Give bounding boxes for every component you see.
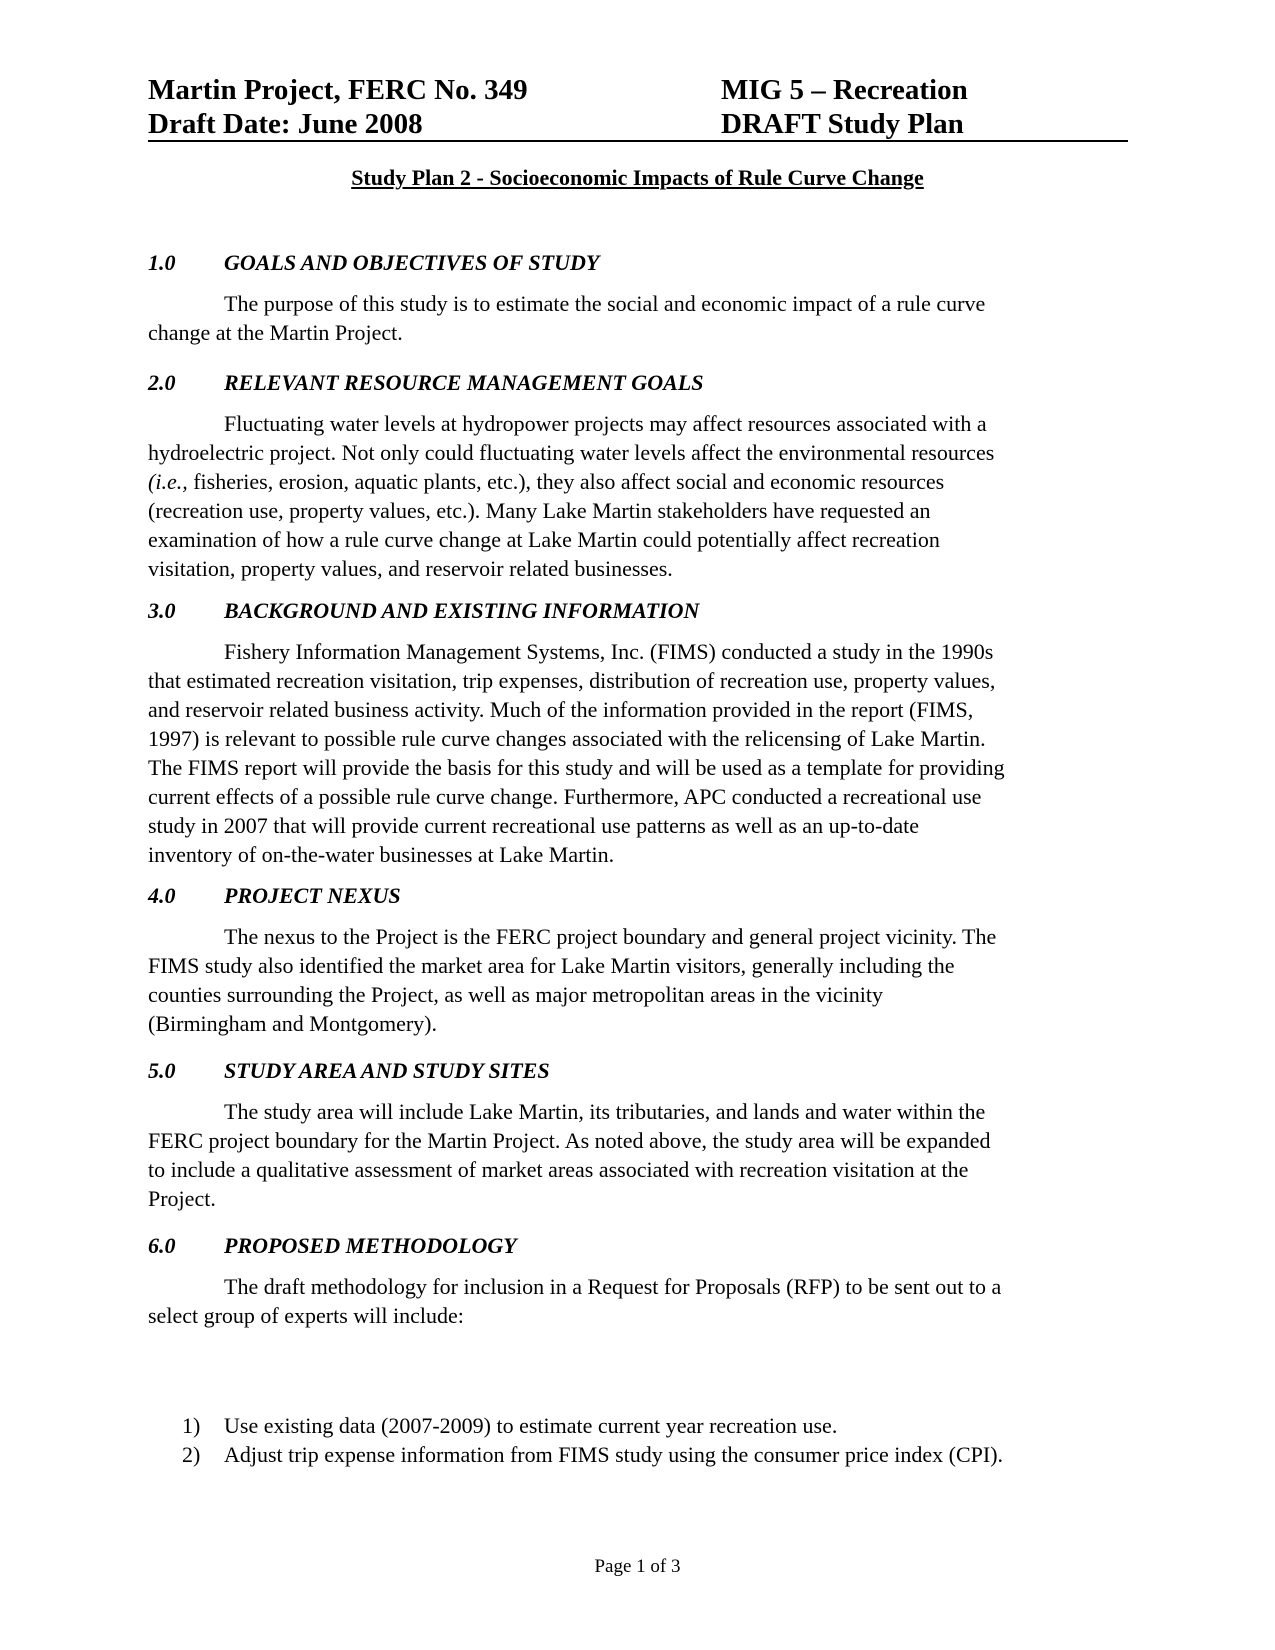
- text-line: Project.: [148, 1186, 216, 1211]
- text-line: that estimated recreation visitation, trip expenses, distribution of recreation use, property values,: [148, 668, 996, 693]
- text-line: to include a qualitative assessment of market areas associated with recreation visitation at the: [148, 1157, 969, 1182]
- text-line: examination of how a rule curve change at Lake Martin could potentially affect recreation: [148, 527, 940, 552]
- text-line: Fluctuating water levels at hydropower projects may affect resources associated with a: [224, 411, 987, 436]
- text-line: current effects of a possible rule curve change. Furthermore, APC conducted a recreational use: [148, 784, 982, 809]
- section-number: 3.0: [148, 598, 176, 623]
- section-body-5: [148, 1097, 1128, 1213]
- header-draft-date: Draft Date: June 2008: [148, 108, 423, 140]
- section-number: 6.0: [148, 1233, 176, 1258]
- text-line: 1997) is relevant to possible rule curve changes associated with the relicensing of Lake Martin.: [148, 726, 986, 751]
- text-line: The nexus to the Project is the FERC project boundary and general project vicinity. The: [224, 924, 997, 949]
- header-doc-type: DRAFT Study Plan: [721, 108, 964, 140]
- list-marker: 1): [182, 1413, 201, 1438]
- text-line: and reservoir related business activity. Much of the information provided in the report (FIMS,: [148, 697, 974, 722]
- section-title: STUDY AREA AND STUDY SITES: [224, 1058, 550, 1083]
- text-line: The study area will include Lake Martin, its tributaries, and lands and water within the: [224, 1099, 986, 1124]
- text-line: FERC project boundary for the Martin Project. As noted above, the study area will be expanded: [148, 1128, 991, 1153]
- section-heading-2: [148, 370, 703, 396]
- section-title: BACKGROUND AND EXISTING INFORMATION: [224, 598, 700, 623]
- section-number: 4.0: [148, 883, 176, 908]
- header-mig: MIG 5 – Recreation: [721, 74, 968, 106]
- methodology-list: [182, 1411, 1003, 1469]
- section-title: RELEVANT RESOURCE MANAGEMENT GOALS: [224, 370, 704, 395]
- section-number: 2.0: [148, 370, 176, 395]
- text-line: The draft methodology for inclusion in a Request for Proposals (RFP) to be sent out to a: [224, 1274, 1002, 1299]
- list-text: Use existing data (2007-2009) to estimate current year recreation use.: [224, 1413, 838, 1438]
- section-heading-4: [148, 883, 401, 909]
- section-heading-3: [148, 598, 699, 624]
- section-title: PROJECT NEXUS: [224, 883, 401, 908]
- text-line: Fishery Information Management Systems, Inc. (FIMS) conducted a study in the 1990s: [224, 639, 994, 664]
- text-line: hydroelectric project. Not only could fluctuating water levels affect the environmental resources: [148, 440, 995, 465]
- text-line: select group of experts will include:: [148, 1303, 464, 1328]
- text-line: study in 2007 that will provide current recreational use patterns as well as an up-to-date: [148, 813, 919, 838]
- section-body-2: [148, 409, 1128, 583]
- list-item: [182, 1411, 1003, 1440]
- section-heading-6: [148, 1233, 517, 1259]
- section-body-1: [148, 289, 1128, 347]
- text-line: The purpose of this study is to estimate the social and economic impact of a rule curve: [224, 291, 986, 316]
- section-heading-5: [148, 1058, 550, 1084]
- text-fragment: fisheries, erosion, aquatic plants, etc.), they also affect social and economic resources: [193, 469, 945, 494]
- text-line: The FIMS report will provide the basis for this study and will be used as a template for providing: [148, 755, 1005, 780]
- page-number: Page 1 of 3: [594, 1556, 681, 1577]
- text-line: [148, 467, 1128, 496]
- section-body-4: [148, 922, 1128, 1038]
- header-project: Martin Project, FERC No. 349: [148, 74, 528, 106]
- text-line: (recreation use, property values, etc.). Many Lake Martin stakeholders have requested an: [148, 498, 931, 523]
- section-body-6: [148, 1272, 1128, 1330]
- page-header: [148, 70, 1128, 142]
- text-line: inventory of on-the-water businesses at Lake Martin.: [148, 842, 615, 867]
- section-title: GOALS AND OBJECTIVES OF STUDY: [224, 250, 600, 275]
- section-heading-1: [148, 250, 599, 276]
- text-line: FIMS study also identified the market area for Lake Martin visitors, generally including the: [148, 953, 955, 978]
- text-line: visitation, property values, and reservoir related businesses.: [148, 556, 673, 581]
- list-text: Adjust trip expense information from FIMS study using the consumer price index (CPI).: [224, 1442, 1004, 1467]
- document-title: Study Plan 2 - Socioeconomic Impacts of Rule Curve Change: [351, 165, 924, 190]
- section-body-3: [148, 637, 1128, 869]
- section-number: 5.0: [148, 1058, 176, 1083]
- section-number: 1.0: [148, 250, 176, 275]
- list-item: [182, 1440, 1003, 1469]
- text-line: (Birmingham and Montgomery).: [148, 1011, 438, 1036]
- text-line: counties surrounding the Project, as well as major metropolitan areas in the vicinity: [148, 982, 883, 1007]
- section-title: PROPOSED METHODOLOGY: [224, 1233, 517, 1258]
- italic-abbrev: (i.e.,: [148, 469, 188, 494]
- text-line: change at the Martin Project.: [148, 320, 403, 345]
- list-marker: 2): [182, 1442, 201, 1467]
